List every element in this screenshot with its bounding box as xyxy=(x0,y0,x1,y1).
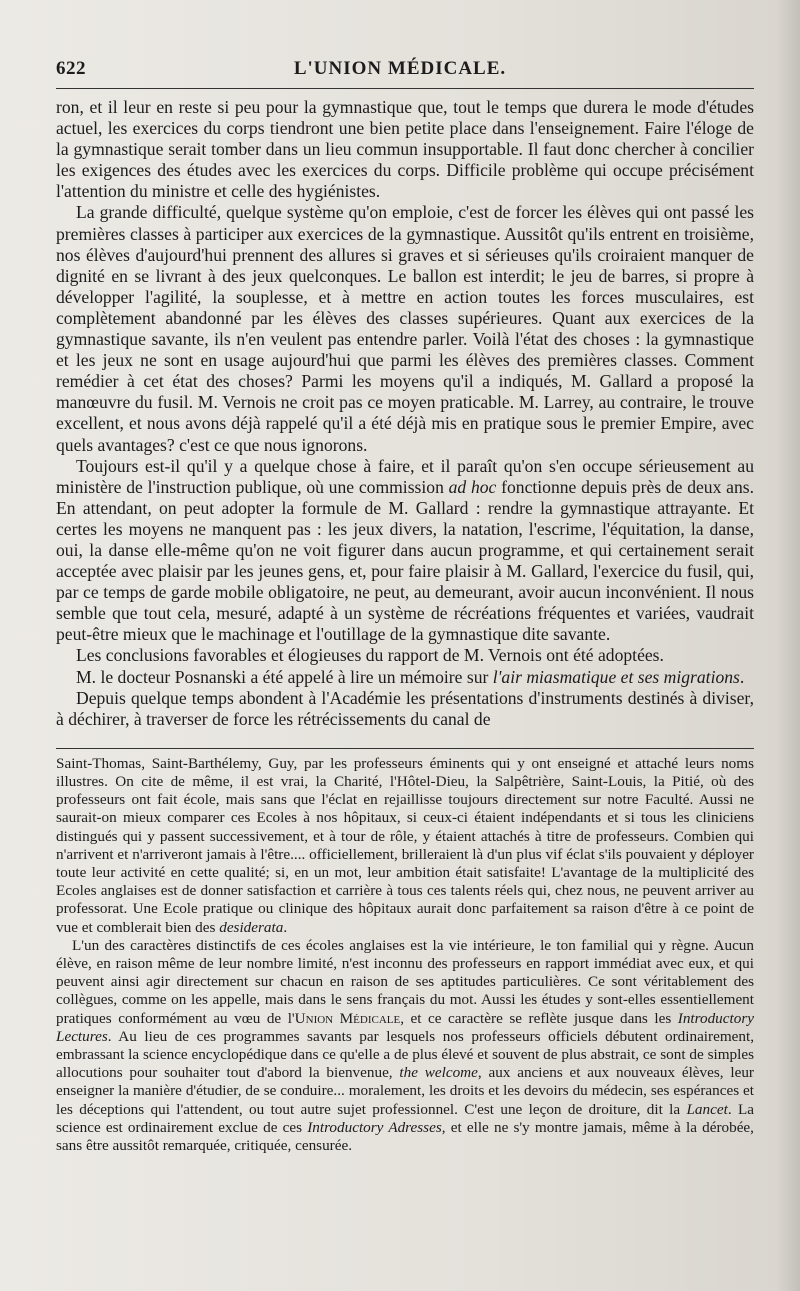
italic-phrase: Introductory Lectures xyxy=(56,1009,754,1045)
italic-phrase: Lancet xyxy=(686,1100,728,1118)
text-run: Saint-Thomas, Saint-Barthélemy, Guy, par les professeurs éminents qui y ont enseigné et attaché leurs noms illustres. On cite de même, il est vrai, la Charité, l'Hôtel-Dieu, la Salpêtrière, Saint-Louis, la Pitié, où des professeurs ont fait école, mais sans que l'éclat en rejaillisse toujours directement sur notre Faculté. Aussi ne saurait-on mieux comparer ces Ecoles à nos hôpitaux, si ceux-ci étaient indépendants et si tous les cliniciens distingués qui y passent successivement, et à tour de rôle, y étaient attachés à titre de professeurs. Combien qui n'arrivent et n'arriveront jamais à l'être.... officiellement, brilleraient là d'un plus vif éclat s'ils pouvaient y déployer toute leur activité en cette qualité; si, en un mot, leur ambition était satisfaite! L'avantage de la multiplicité des Ecoles anglaises est de donner satisfaction et carrière à tous ces talents réels qui, chez nous, ne peuvent arriver au professorat. Une Ecole pratique ou clinique des hôpitaux aurait donc parfaitement sa raison d'être à ce point de vue et comblerait bien des xyxy=(56,754,754,936)
italic-phrase: ad hoc xyxy=(448,476,497,497)
page-number: 622 xyxy=(56,58,86,79)
footnote xyxy=(56,755,754,1155)
footnote-paragraph xyxy=(56,937,754,1155)
italic-phrase: desiderata xyxy=(219,918,284,936)
paragraph: Les conclusions favorables et élogieuses du rapport de M. Vernois ont été adoptées. xyxy=(76,645,664,666)
italic-phrase: Introductory Adresses xyxy=(307,1118,442,1136)
text-run: , et ce caractère se reflète jusque dans les xyxy=(400,1009,678,1027)
journal-name: Union Médicale xyxy=(294,1009,401,1027)
paragraph: Depuis quelque temps abondent à l'Académie les présentations d'instruments destinés à diviser, à déchirer, à traverser de force les rétrécissements du canal de xyxy=(56,687,754,729)
text-run: Toujours est-il qu'il y a quelque chose à faire, et il paraît qu'on s'en occupe sérieusement au ministère de l'instruction publique, où une commission xyxy=(56,455,754,497)
italic-phrase: the welcome xyxy=(399,1064,478,1082)
text-run: . Au lieu de ces programmes savants par lesquels nos professeurs officiels débutent ordinairement, embrassant la science encyclopédique dans ce qu'elle a de plus élevé et souvent de plus abstrait, ce sont de simples allocutions pour souhaiter tout d'abord la bienvenue, xyxy=(56,1027,754,1082)
text-run: . xyxy=(739,666,745,687)
text-run: , aux anciens et aux nouveaux élèves, leur enseigner la manière d'étudier, de se conduire... moralement, les droits et les devoirs du médecin, ses espérances et les déceptions qui l'attendent, ou tout autre sujet professionnel. C'est une leçon de droiture, dit la xyxy=(56,1064,754,1118)
paragraph xyxy=(56,667,754,688)
memoir-title: l'air miasmatique et ses migrations xyxy=(492,666,740,687)
text-run: M. le docteur Posnanski a été appelé à lire un mémoire sur xyxy=(76,666,493,687)
footnote-paragraph xyxy=(56,755,754,937)
text-run: fonctionne depuis près de deux ans. En attendant, on peut adopter la formule de M. Gallard : rendre la gymnastique attrayante. Et certes les moyens ne manquent pas : les jeux divers, la natation, l'escrime, l'équitation, la danse, oui, la danse elle-même qu'on ne voit figurer dans aucun programme, et qui certainement serait acceptée avec plaisir par les jeunes gens, et, pour faire plaisir à M. Gallard, l'exercice du fusil, qui, par ce temps de garde mobile obligatoire, ne peut, au demeurant, avoir aucun inconvénient. Il nous semble que tout cela, mesuré, adapté à un système de récréations fréquentes et variées, vaudrait peut-être mieux que le machinage et l'outillage de la gymnastique dite savante. xyxy=(56,476,754,645)
paragraph: La grande difficulté, quelque système qu'on emploie, c'est de forcer les élèves qui ont passé les premières classes à participer aux exercices de la gymnastique. Aussitôt qu'ils entrent en troisième, nos élèves d'aujourd'hui prennent des allures si graves et si sérieuses qu'ils croiraient manquer de dignité en se livrant à des jeux quelconques. Le ballon est interdit; le jeu de barres, si propre à développer l'agilité, la souplesse, et à mettre en action toutes les forces musculaires, est complètement abandonné par les élèves des classes supérieures. Quant aux exercices de la gymnastique savante, ils n'en veulent pas entendre parler. Voilà l'état des choses : la gymnastique et les jeux ne sont en usage aujourd'hui que parmi les élèves des premières classes. Comment remédier à cet état des choses? Parmi les moyens qu'il a indiqués, M. Gallard a proposé la manœuvre du fusil. M. Vernois ne croit pas ce moyen praticable. M. Larrey, au contraire, le trouve excellent, et nous avons déjà rappelé qu'il a été déjà mis en pratique sous le premier Empire, avec quels avantages? c'est ce que nous ignorons. xyxy=(56,202,754,455)
footnote-divider xyxy=(56,748,754,749)
paragraph xyxy=(56,456,754,646)
text-run: L'un des caractères distinctifs de ces écoles anglaises est la vie intérieure, le ton familial qui y règne. Aucun élève, en raison même de leur nombre limité, n'est inconnu des professeurs en rapport immédiat avec eux, et qui peuvent ainsi agir directement sur chacun en raison de ses aptitudes particulières. Ce sont véritablement des collègues, comme on les appelle, mais dans le sens français du mot. Aussi les études y sont-elles essentiellement pratiques conformément au vœu de l' xyxy=(56,936,754,1027)
main-text xyxy=(56,97,754,730)
paragraph: ron, et il leur en reste si peu pour la gymnastique que, tout le temps que durera le mode d'études actuel, les exercices du corps tiendront une bien petite place dans l'enseignement. Faire l'éloge de la gymnastique serait tomber dans un lieu commun insupportable. Il faut donc chercher à concilier les exigences des études avec les exercices du corps. Difficile problème qui occupe précisément l'attention du ministre et celle des hygiénistes. xyxy=(56,97,754,202)
text-run: , et elle ne s'y montre jamais, même à la dérobée, sans être aussitôt remarquée, critiquée, censurée. xyxy=(56,1118,754,1155)
journal-title: L'UNION MÉDICALE. xyxy=(293,58,507,79)
text-run: . xyxy=(283,918,288,936)
text-run: . La science est ordinairement exclue de ces xyxy=(56,1100,754,1136)
